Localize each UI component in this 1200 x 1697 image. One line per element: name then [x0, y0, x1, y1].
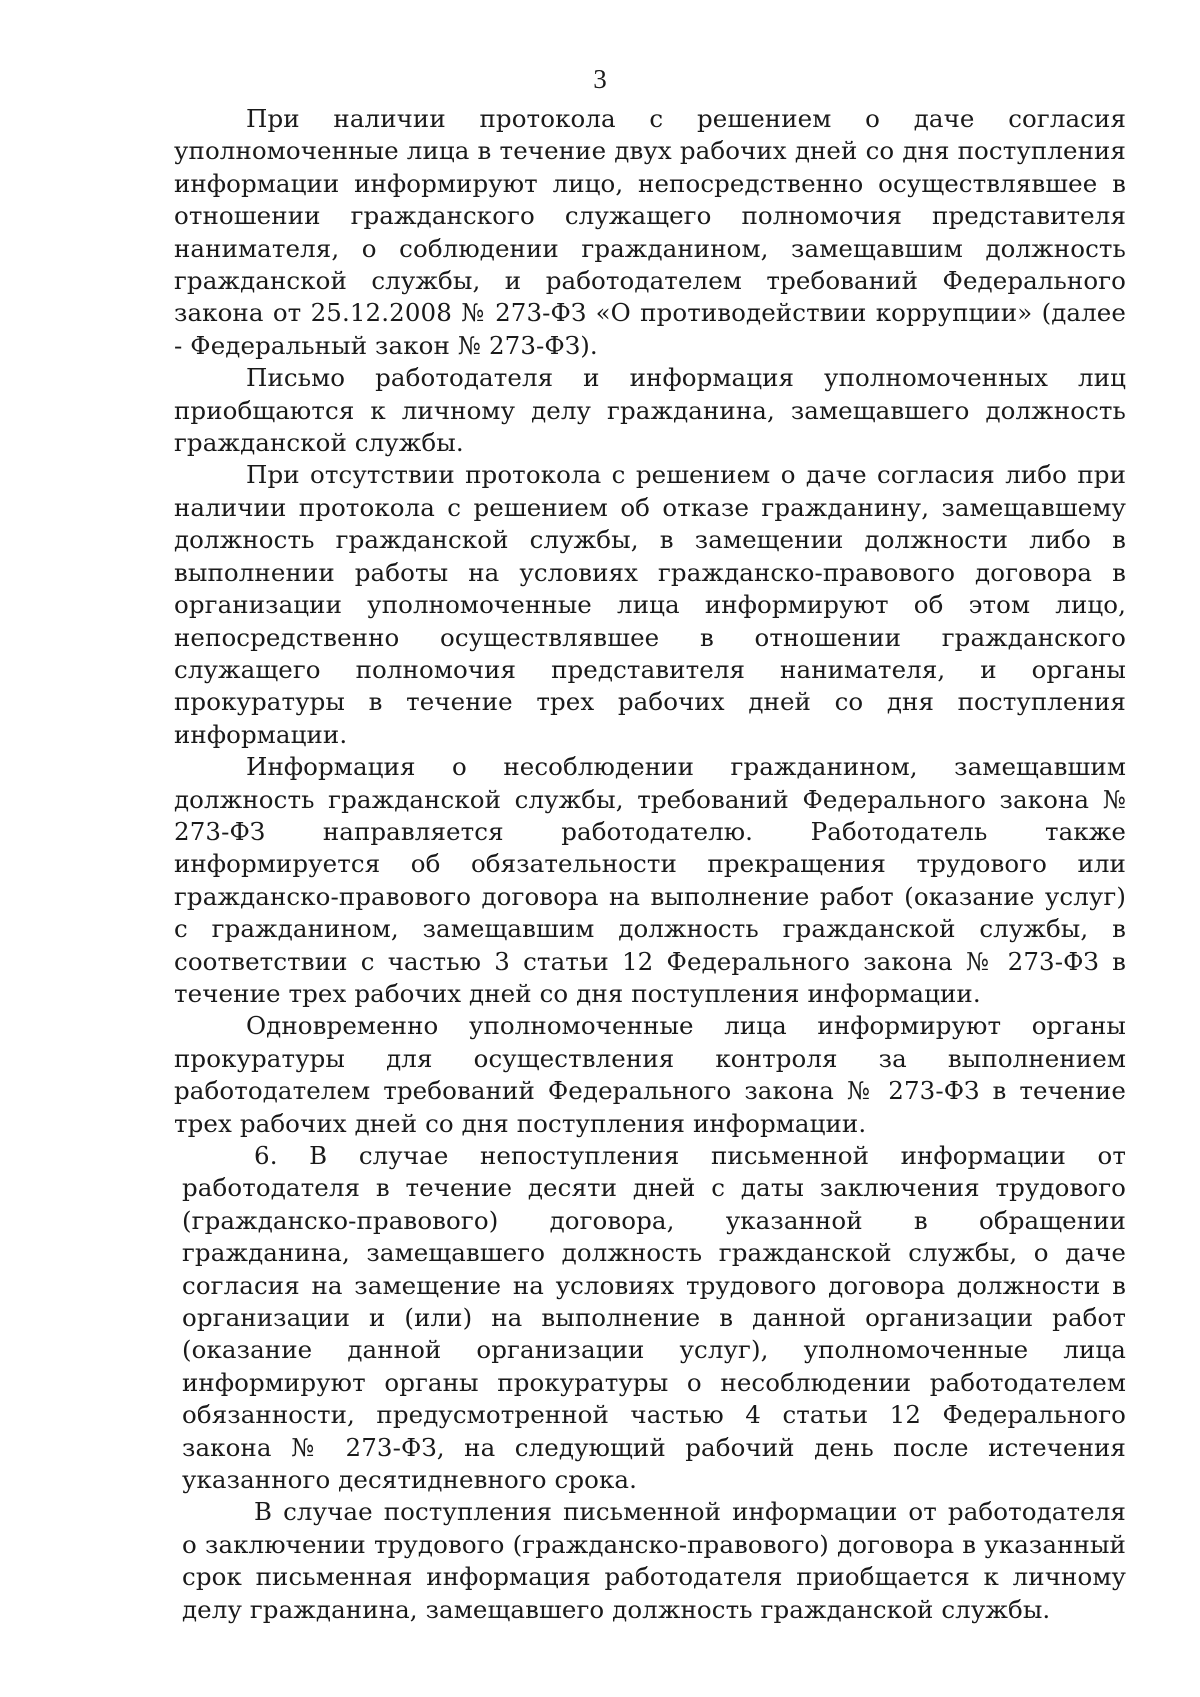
- paragraph-protocol-refusal: При отсутствии протокола с решением о даче согласия либо при наличии протокола с решением об отказе гражданину, замещавшему должность гражданской службы, в замещении должности либо в выполнении работы на условиях гражданско-правового договора в организации уполномоченные лица информируют об этом лицо, непосредственно осуществлявшее в отношении гражданского служащего полномочия представителя нанимателя, и органы прокуратуры в течение трех рабочих дней со дня поступления информации.: [174, 460, 1126, 749]
- paragraph-item-6: 6. В случае непоступления письменной информации от работодателя в течение десяти дней с даты заключения трудового (гражданско-правового) договора, указанной в обращении гражданина, замещавшего должность гражданской службы, о даче согласия на замещение на условиях трудового договора должности в организации и (или) на выполнение в данной организации работ (оказание данной организации услуг), уполномоченные лица информируют органы прокуратуры о несоблюдении работодателем обязанности, предусмотренной частью 4 статьи 12 Федерального закона № 273-ФЗ, на следующий рабочий день после истечения указанного десятидневного срока.: [182, 1141, 1126, 1495]
- page-number: 3: [593, 64, 607, 94]
- paragraph-prosecutor-notice: Одновременно уполномоченные лица информируют органы прокуратуры для осуществления контроля за выполнением работодателем требований Федерального закона № 273-ФЗ в течение трех рабочих дней со дня поступления информации.: [174, 1011, 1126, 1138]
- paragraph-noncompliance-info: Информация о несоблюдении гражданином, замещавшим должность гражданской службы, требований Федерального закона № 273-ФЗ направляется работодателю. Работодатель также информируется об обязательности прекращения трудового или гражданско-правового договора на выполнение работ (оказание услуг) с гражданином, замещавшим должность гражданской службы, в соответствии с частью 3 статьи 12 Федерального закона № 273-ФЗ в течение трех рабочих дней со дня поступления информации.: [174, 752, 1126, 1008]
- document-body: [174, 103, 1126, 1626]
- paragraph-employer-letter: Письмо работодателя и информация уполномоченных лиц приобщаются к личному делу гражданина, замещавшего должность гражданской службы.: [174, 363, 1126, 458]
- paragraph-written-info-received: В случае поступления письменной информации от работодателя о заключении трудового (гражданско-правового) договора в указанный срок письменная информация работодателя приобщается к личному делу гражданина, замещавшего должность гражданской службы.: [182, 1497, 1126, 1624]
- paragraph-protocol-consent: При наличии протокола с решением о даче согласия уполномоченные лица в течение двух рабочих дней со дня поступления информации информируют лицо, непосредственно осуществлявшее в отношении гражданского служащего полномочия представителя нанимателя, о соблюдении гражданином, замещавшим должность гражданской службы, и работодателем требований Федерального закона от 25.12.2008 № 273-ФЗ «О противодействии коррупции» (далее - Федеральный закон № 273-ФЗ).: [174, 104, 1126, 360]
